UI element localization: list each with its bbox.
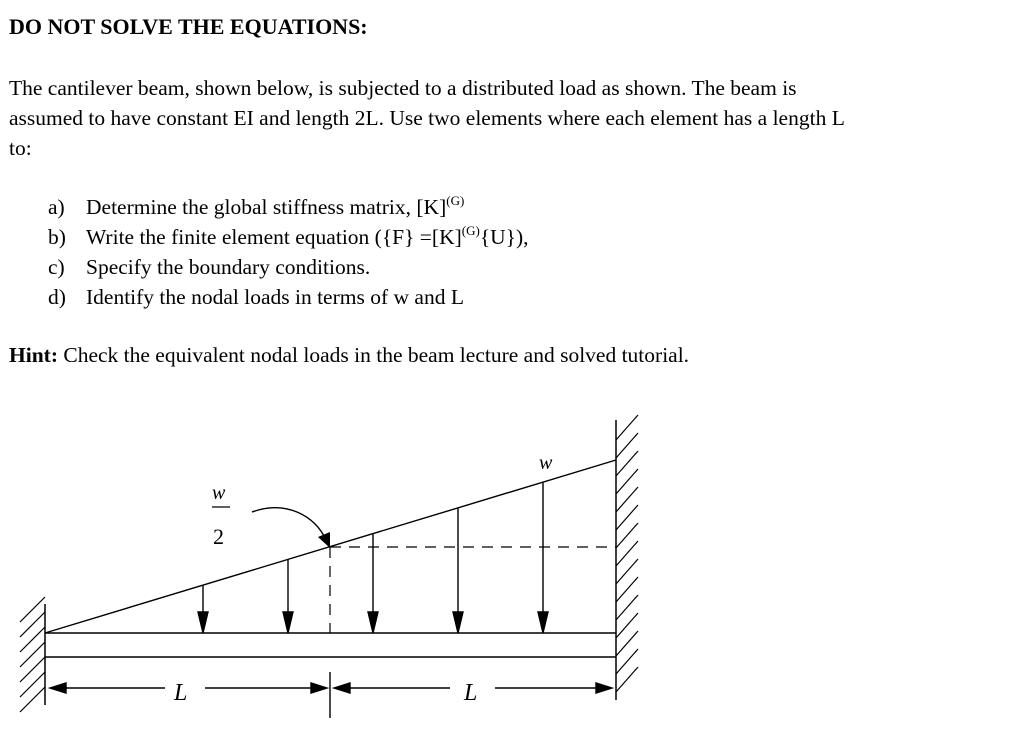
task-label: d) <box>48 285 66 309</box>
left-wall <box>20 597 45 712</box>
length-label-right: L <box>464 680 478 706</box>
dimension-lines <box>50 672 612 718</box>
intro-line-2: assumed to have constant EI and length 2L. Use two elements where each element has a length L <box>9 106 845 130</box>
task-sup: (G) <box>446 193 465 208</box>
task-sup: (G) <box>461 223 480 238</box>
task-label: b) <box>48 225 66 249</box>
load-arrows <box>198 482 548 633</box>
length-label-left: L <box>174 680 188 706</box>
curved-pointer-arrow <box>252 508 330 548</box>
task-text: Write the finite element equation ({F} =[K] <box>86 225 462 249</box>
beam <box>45 633 616 657</box>
load-max-label: w <box>539 452 553 474</box>
page-title: DO NOT SOLVE THE EQUATIONS: <box>9 14 368 39</box>
load-mid-numerator: w <box>212 482 226 504</box>
right-wall <box>616 415 638 700</box>
task-text: Determine the global stiffness matrix, [K] <box>86 195 447 219</box>
task-text-after: {U}), <box>479 225 529 249</box>
task-label: c) <box>48 255 65 279</box>
task-text: Identify the nodal loads in terms of w and L <box>86 285 464 309</box>
intro-line-3: to: <box>9 136 32 160</box>
task-label: a) <box>48 195 65 219</box>
hint-label: Hint: <box>9 343 58 367</box>
intro-line-1: The cantilever beam, shown below, is subjected to a distributed load as shown. The beam is <box>9 76 797 100</box>
task-text: Specify the boundary conditions. <box>86 255 371 279</box>
hint-text: Check the equivalent nodal loads in the beam lecture and solved tutorial. <box>57 343 690 367</box>
load-mid-denominator: 2 <box>213 524 224 549</box>
